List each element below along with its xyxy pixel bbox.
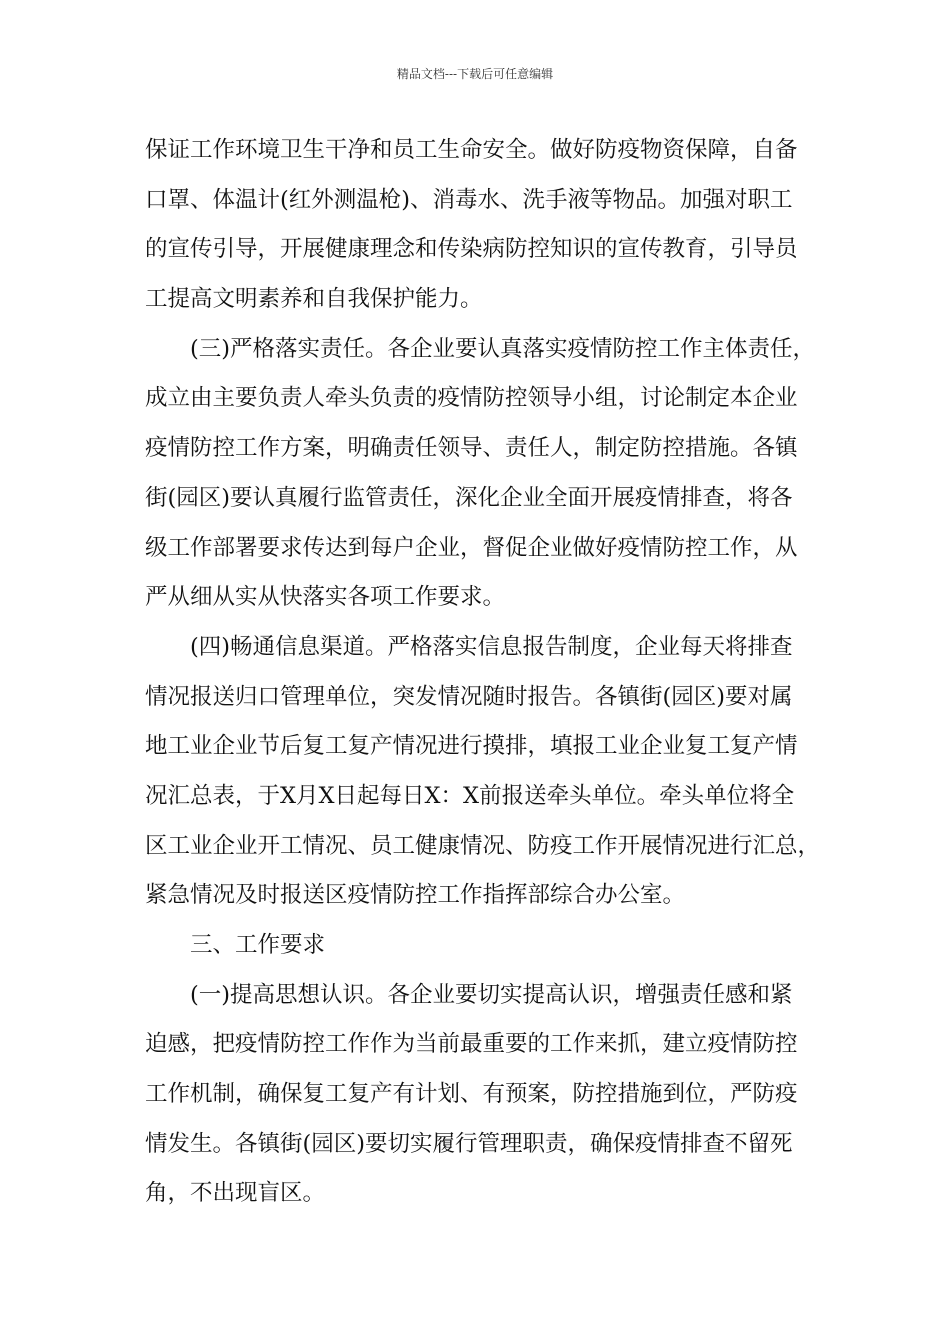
text-line: 保证工作环境卫生干净和员工生命安全。做好防疫物资保障，自备 — [145, 137, 798, 163]
text-line: 街(园区)要认真履行监管责任，深化企业全面开展疫情排查，将各 — [145, 484, 793, 511]
document-body — [145, 126, 845, 1219]
page-header: 精品文档---下载后可任意编辑 — [396, 67, 554, 81]
paragraph-start-line: (一)提高思想认识。各企业要切实提高认识，增强责任感和紧 — [190, 981, 793, 1008]
text-line: 角，不出现盲区。 — [145, 1180, 326, 1207]
section-heading: 三、工作要求 — [190, 932, 326, 958]
text-line: 级工作部署要求传达到每户企业，督促企业做好疫情防控工作，从 — [145, 534, 798, 561]
text-line: 工作机制，确保复工复产有计划、有预案，防控措施到位，严防疫 — [145, 1081, 798, 1108]
text-line: 况汇总表，于X月X日起每日X：X前报送牵头单位。牵头单位将全 — [145, 782, 795, 809]
text-line: 地工业企业节后复工复产情况进行摸排，填报工业企业复工复产情 — [145, 733, 798, 760]
text-line: 情发生。各镇街(园区)要切实履行管理职责，确保疫情排查不留死 — [145, 1130, 793, 1157]
text-line: 成立由主要负责人牵头负责的疫情防控领导小组，讨论制定本企业 — [145, 385, 798, 412]
text-line: 紧急情况及时报送区疫情防控工作指挥部综合办公室。 — [145, 882, 686, 909]
text-line: 疫情防控工作方案，明确责任领导、责任人，制定防控措施。各镇 — [145, 435, 798, 462]
text-line: 严从细从实从快落实各项工作要求。 — [145, 584, 506, 611]
text-line: 工提高文明素养和自我保护能力。 — [145, 286, 483, 313]
text-line: 迫感，把疫情防控工作作为当前最重要的工作来抓，建立疫情防控 — [145, 1031, 798, 1058]
paragraph-start-line: (四)畅通信息渠道。严格落实信息报告制度，企业每天将排查 — [190, 633, 793, 660]
text-line: 口罩、体温计(红外测温枪)、消毒水、洗手液等物品。加强对职工 — [145, 186, 793, 213]
text-line: 的宣传引导，开展健康理念和传染病防控知识的宣传教育，引导员 — [145, 236, 798, 263]
text-line: 区工业企业开工情况、员工健康情况、防疫工作开展情况进行汇总， — [145, 832, 821, 859]
paragraph-start-line: (三)严格落实责任。各企业要认真落实疫情防控工作主体责任， — [190, 335, 816, 362]
text-line: 情况报送归口管理单位，突发情况随时报告。各镇街(园区)要对属 — [145, 683, 793, 710]
